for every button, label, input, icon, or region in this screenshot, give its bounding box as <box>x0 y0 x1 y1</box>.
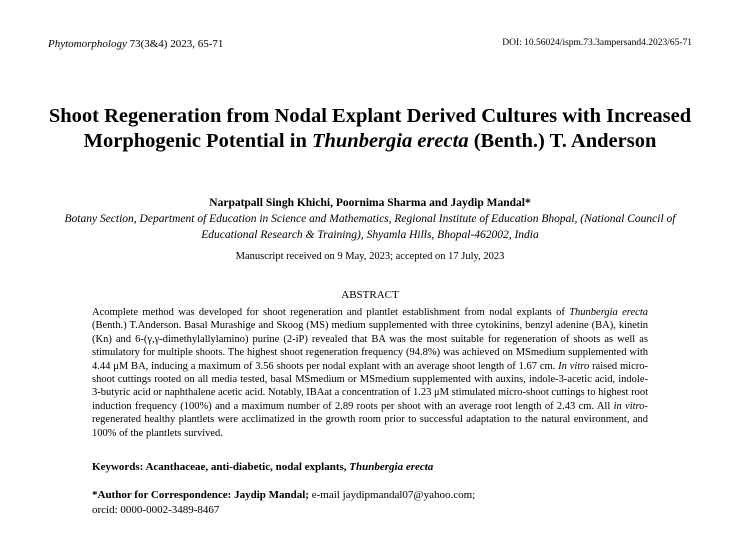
keywords: Keywords: Acanthaceae, anti-diabetic, nodal explants, Thunbergia erecta <box>92 461 434 473</box>
journal-citation <box>48 38 223 50</box>
manuscript-dates: Manuscript received on 9 May, 2023; accepted on 17 July, 2023 <box>235 251 505 262</box>
journal-issue: 73(3&4) 2023, 65-71 <box>126 38 224 50</box>
affiliation: Botany Section, Department of Education in Science and Mathematics, Regional Institute of Education Bhopal, (National Council of Educational Research & Training), Shyamla Hills, Bhopal-462002, India <box>64 213 676 241</box>
doi-text: DOI: 10.56024/ispm.73.3ampersand4.2023/65-71 <box>502 38 692 48</box>
abstract-heading: ABSTRACT <box>341 289 399 301</box>
title-species: Thunbergia erecta <box>311 130 469 152</box>
paper-title: Shoot Regeneration from Nodal Explant Derived Cultures with Increased Morphogenic Potential in Thunbergia erecta (Benth.) T. Anderson <box>48 105 692 152</box>
correspondence-line <box>92 488 475 503</box>
page-header <box>48 38 692 54</box>
journal-name: Phytomorphology <box>48 38 127 50</box>
correspondence <box>92 488 475 518</box>
correspondence-label: *Author for Correspondence: Jaydip Mandal; <box>92 489 309 501</box>
abstract-body: Acomplete method was developed for shoot regeneration and plantlet establishment from nodal explants of Thunbergia erecta (Benth.) T.Anderson. Basal Murashige and Skoog (MS) medium supplemented with three cytokinins, benzyl adenine (BA), kinetin (Kn) and 6-(γ,γ-dimethylallylamino) purine (2-iP) revealed that BA was the most suitable for regeneration of shoots as well as stimulatory for multiple shoots. The highest shoot regeneration frequency (94.8%) was achieved on MSmedium supplemented with 4.44 μM BA, inducing a maximum of 3.56 shoots per nodal explant with an average shoot length of 1.67 cm. In vitro raised micro-shoot cuttings rooted on all media tested, basal MSmedium or MSmedium supplemented with auxins, indole-3-acetic acid, indole-3-butyric acid or naphthalene acetic acid. Notably, IBAat a concentration of 1.23 μM stimulated micro-shoot cuttings to highest root induction frequency (100%) and a maximum number of 2.89 roots per shoot with an average root length of 2.43 cm. All in vitro-regenerated healthy plantlets were acclimatized in the growth room prior to successful adaptation to the natural environment, and 100% of the plantlets survived. <box>92 307 648 439</box>
correspondence-email: e-mail jaydipmandal07@yahoo.com; <box>308 489 476 501</box>
author-list: Narpatpall Singh Khichi, Poornima Sharma and Jaydip Mandal* <box>209 197 531 209</box>
orcid: orcid: 0000-0002-3489-8467 <box>92 504 220 516</box>
